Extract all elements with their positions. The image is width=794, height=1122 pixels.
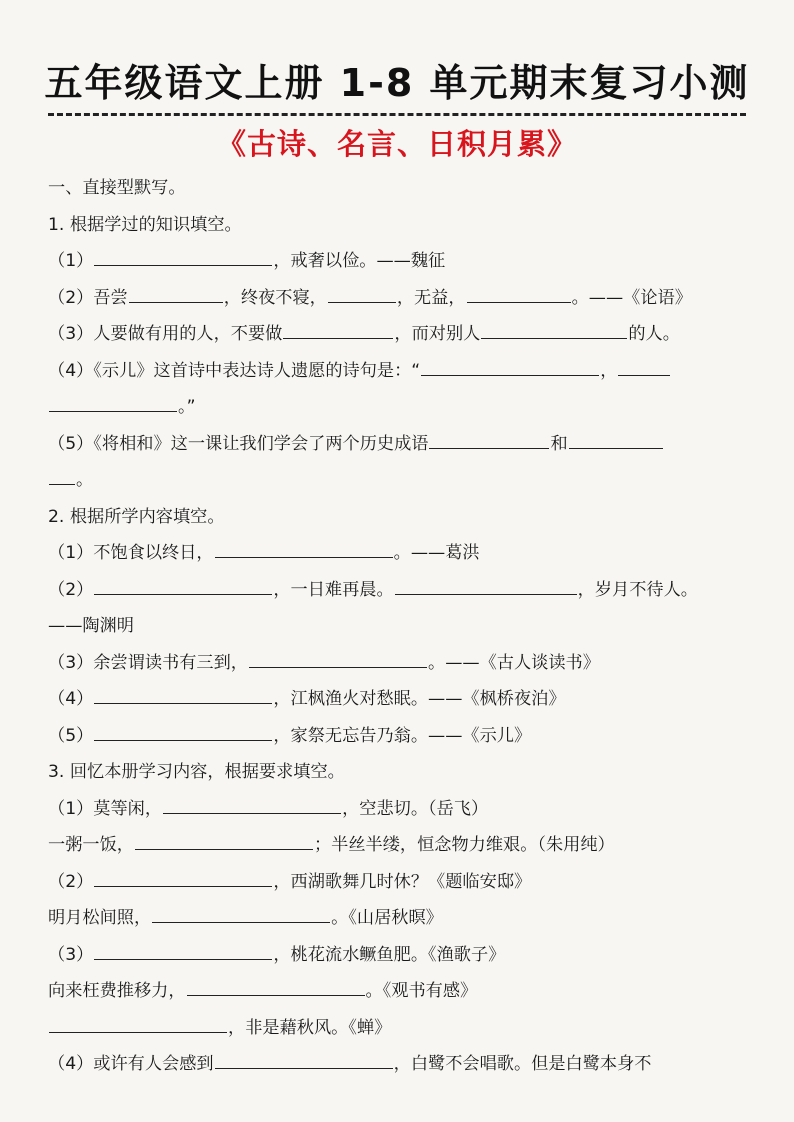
line-text: 和 xyxy=(550,433,568,454)
fill-in-blank[interactable] xyxy=(618,374,670,376)
worksheet-line xyxy=(48,864,752,901)
line-text: ，无益， xyxy=(396,287,466,308)
fill-in-blank[interactable] xyxy=(163,812,341,814)
worksheet-line xyxy=(48,718,752,755)
line-text: 。——葛洪 xyxy=(393,543,480,563)
line-text: （1）不饱食以终日， xyxy=(48,543,214,563)
worksheet-line xyxy=(48,389,752,426)
line-text: （3）余尝谓读书有三到， xyxy=(48,652,248,673)
fill-in-blank[interactable] xyxy=(215,556,393,558)
fill-in-blank[interactable] xyxy=(135,848,313,850)
worksheet-line xyxy=(48,572,752,609)
fill-in-blank[interactable] xyxy=(569,447,663,449)
worksheet-line xyxy=(48,645,752,682)
line-text: 。——《论语》 xyxy=(571,287,692,308)
line-text: （1） xyxy=(48,251,94,271)
line-text: ，白鹭不会唱歌。但是白鹭本身不 xyxy=(393,1054,652,1074)
line-text: 。——《古人谈读书》 xyxy=(428,652,600,673)
line-text: ，西湖歌舞几时休？《题临安邸》 xyxy=(273,871,532,892)
line-text: ，终夜不寝， xyxy=(223,287,327,308)
line-text: 。《观书有感》 xyxy=(365,981,478,1001)
fill-in-blank[interactable] xyxy=(49,1031,227,1033)
worksheet-line xyxy=(48,243,752,280)
line-text: （4）《示儿》这首诗中表达诗人遗愿的诗句是：“ xyxy=(48,360,421,381)
worksheet-line xyxy=(48,1010,752,1047)
worksheet-line xyxy=(48,499,752,536)
fill-in-blank[interactable] xyxy=(129,301,223,303)
line-text: ，非是藉秋风。《蝉》 xyxy=(228,1017,392,1038)
fill-in-blank[interactable] xyxy=(328,301,396,303)
fill-in-blank[interactable] xyxy=(94,702,272,704)
fill-in-blank[interactable] xyxy=(395,593,577,595)
fill-in-blank[interactable] xyxy=(429,447,549,449)
worksheet-line xyxy=(48,754,752,791)
line-text: （3） xyxy=(48,944,94,965)
line-text: （4） xyxy=(48,689,94,709)
fill-in-blank[interactable] xyxy=(94,958,272,960)
fill-in-blank[interactable] xyxy=(94,593,272,595)
line-text: 的人。 xyxy=(628,324,680,344)
fill-in-blank[interactable] xyxy=(467,301,571,303)
worksheet-line xyxy=(48,170,752,207)
dashed-divider xyxy=(48,113,746,116)
line-text: ，空悲切。（岳飞） xyxy=(342,798,489,819)
worksheet-line xyxy=(48,937,752,974)
line-text: （3）人要做有用的人，不要做 xyxy=(48,324,283,344)
line-text: （5） xyxy=(48,725,94,746)
fill-in-blank[interactable] xyxy=(249,666,427,668)
line-text: （2） xyxy=(48,579,94,600)
fill-in-blank[interactable] xyxy=(187,994,365,996)
worksheet-line xyxy=(48,535,752,572)
worksheet-line xyxy=(48,973,752,1010)
line-text: 3. 回忆本册学习内容，根据要求填空。 xyxy=(48,762,345,782)
line-text: （1）莫等闲， xyxy=(48,798,163,819)
line-text: ，岁月不待人。 xyxy=(577,579,698,600)
line-text: 。” xyxy=(178,397,196,417)
worksheet-line xyxy=(48,207,752,244)
line-text: 。《山居秋暝》 xyxy=(331,908,443,928)
worksheet-line xyxy=(48,681,752,718)
worksheet-line xyxy=(48,353,752,390)
line-text: （2）吾尝 xyxy=(48,287,128,308)
worksheet-line xyxy=(48,791,752,828)
worksheet-line xyxy=(48,608,752,645)
line-text: ，桃花流水鳜鱼肥。《渔歌子》 xyxy=(273,944,506,965)
line-text: 一粥一饭， xyxy=(48,835,134,855)
fill-in-blank[interactable] xyxy=(421,374,599,376)
line-text: ，江枫渔火对愁眠。——《枫桥夜泊》 xyxy=(273,689,566,709)
line-text: ；半丝半缕，恒念物力维艰。（朱用纯） xyxy=(313,835,615,855)
line-text: （2） xyxy=(48,871,94,892)
worksheet-line xyxy=(48,426,752,463)
fill-in-blank[interactable] xyxy=(283,337,393,339)
line-text: ，家祭无忘告乃翁。——《示儿》 xyxy=(273,725,532,746)
line-text: 一、直接型默写。 xyxy=(48,178,186,198)
worksheet-line xyxy=(48,827,752,864)
line-text: 向来枉费推移力， xyxy=(48,981,186,1001)
fill-in-blank[interactable] xyxy=(152,921,330,923)
fill-in-blank[interactable] xyxy=(94,264,272,266)
line-text: ——陶渊明 xyxy=(48,616,134,636)
line-text: 明月松间照， xyxy=(48,908,152,928)
page-title: 五年级语文上册 1-8 单元期末复习小测 xyxy=(44,61,750,105)
line-text: ，一日难再晨。 xyxy=(273,579,394,600)
page-subtitle: 《古诗、名言、日积月累》 xyxy=(216,127,577,161)
line-text: 1. 根据学过的知识填空。 xyxy=(48,214,242,235)
fill-in-blank[interactable] xyxy=(94,739,272,741)
line-text: 2. 根据所学内容填空。 xyxy=(48,506,225,527)
worksheet-line xyxy=(48,316,752,353)
line-text: ，戒奢以俭。——魏征 xyxy=(273,251,446,271)
fill-in-blank[interactable] xyxy=(49,483,75,485)
worksheet-content xyxy=(48,170,752,1083)
line-text: （5）《将相和》这一课让我们学会了两个历史成语 xyxy=(48,433,429,454)
line-text: （4）或许有人会感到 xyxy=(48,1054,214,1074)
fill-in-blank[interactable] xyxy=(49,410,177,412)
line-text: ， xyxy=(600,360,618,381)
line-text: ，而对别人 xyxy=(394,324,481,344)
line-text: 。 xyxy=(76,470,94,490)
fill-in-blank[interactable] xyxy=(94,885,272,887)
worksheet-line xyxy=(48,280,752,317)
worksheet-line xyxy=(48,900,752,937)
fill-in-blank[interactable] xyxy=(215,1067,393,1069)
worksheet-line xyxy=(48,1046,752,1083)
fill-in-blank[interactable] xyxy=(481,337,627,339)
worksheet-line xyxy=(48,462,752,499)
